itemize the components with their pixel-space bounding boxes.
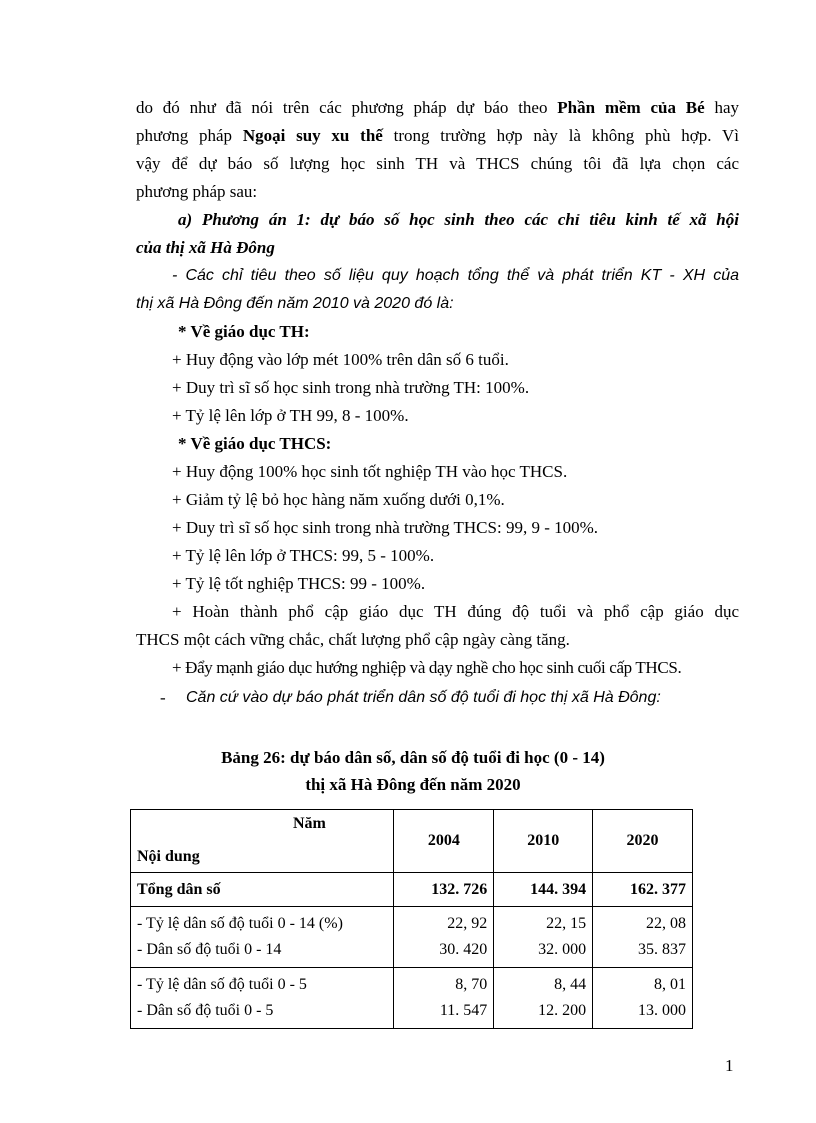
page-number: 1 bbox=[725, 1056, 734, 1075]
cell-value: 8, 44 bbox=[554, 976, 587, 993]
table-row-total bbox=[131, 873, 693, 907]
intro-line1: - Các chỉ tiêu theo số liệu quy hoạch tổng thể và phát triển KT - XH của bbox=[172, 267, 739, 284]
thcs-vocational: + Đẩy mạnh giáo dục hướng nghiệp và dạy nghề cho học sinh cuối cấp THCS. bbox=[172, 658, 682, 677]
table-caption-line2: thị xã Hà Đông đến năm 2020 bbox=[305, 775, 521, 794]
cell-value: 13. 000 bbox=[638, 1002, 686, 1019]
para1-line1 bbox=[136, 97, 739, 119]
cell-value: 32. 000 bbox=[538, 941, 587, 958]
para1-bold-software: Phần mềm của Bé bbox=[557, 98, 705, 117]
year-header: 2010 bbox=[494, 810, 593, 873]
cell-value: 35. 837 bbox=[638, 941, 686, 958]
year-header: 2004 bbox=[394, 810, 494, 873]
th-item: + Duy trì sĩ số học sinh trong nhà trường TH: 100%. bbox=[172, 378, 530, 397]
population-table bbox=[130, 809, 693, 1029]
cell-value: 8, 70 bbox=[455, 976, 488, 993]
group2-labels bbox=[131, 968, 394, 1029]
group2-col-2004 bbox=[394, 968, 494, 1029]
group2-col-2010 bbox=[494, 968, 593, 1029]
basis-dash: - bbox=[160, 688, 166, 707]
total-label: Tổng dân số bbox=[131, 873, 394, 907]
group2-col-2020 bbox=[593, 968, 693, 1029]
cell-value: 22, 92 bbox=[447, 915, 488, 932]
thcs-item: + Huy động 100% học sinh tốt nghiệp TH vào học THCS. bbox=[172, 462, 568, 481]
year-header: 2020 bbox=[593, 810, 693, 873]
corner-content-label: Nội dung bbox=[137, 848, 200, 865]
row-label: - Tỷ lệ dân số độ tuổi 0 - 14 (%) bbox=[137, 915, 343, 932]
cell-value: 12. 200 bbox=[538, 1002, 587, 1019]
heading-a-line2: của thị xã Hà Đông bbox=[136, 238, 275, 257]
cell-value: 30. 420 bbox=[439, 941, 488, 958]
th-section-title: * Về giáo dục TH: bbox=[178, 322, 310, 341]
row-label: - Dân số độ tuổi 0 - 14 bbox=[137, 941, 282, 958]
basis-text: Căn cứ vào dự báo phát triển dân số độ tuổi đi học thị xã Hà Đông: bbox=[186, 689, 661, 706]
thcs-item: + Giảm tỷ lệ bỏ học hàng năm xuống dưới 0,1%. bbox=[172, 490, 505, 509]
total-value: 162. 377 bbox=[593, 873, 693, 907]
para1-text: phương pháp bbox=[136, 126, 243, 145]
thcs-item: + Tỷ lệ lên lớp ở THCS: 99, 5 - 100%. bbox=[172, 546, 435, 565]
cell-value: 8, 01 bbox=[654, 976, 686, 993]
table-corner-cell bbox=[131, 810, 394, 873]
para1-text: do đó như đã nói trên các phương pháp dự báo theo bbox=[136, 98, 558, 117]
cell-value: 22, 08 bbox=[646, 915, 686, 932]
table-row-group2 bbox=[131, 968, 693, 1029]
intro-line2: thị xã Hà Đông đến năm 2010 và 2020 đó là: bbox=[136, 295, 454, 312]
para1-line3: vậy để dự báo số lượng học sinh TH và THCS chúng tôi đã lựa chọn các bbox=[136, 154, 739, 173]
cell-value: 11. 547 bbox=[439, 1002, 488, 1019]
th-item: + Tỷ lệ lên lớp ở TH 99, 8 - 100%. bbox=[172, 406, 409, 425]
group1-col-2020 bbox=[593, 907, 693, 968]
para1-text: trong trường hợp này là không phù hợp. Vì bbox=[382, 126, 740, 145]
total-value: 144. 394 bbox=[494, 873, 593, 907]
total-value: 132. 726 bbox=[394, 873, 494, 907]
table-header-row bbox=[131, 810, 693, 873]
row-label: - Dân số độ tuổi 0 - 5 bbox=[137, 1002, 274, 1019]
para1-text: hay bbox=[704, 98, 740, 117]
table-caption-line1: Bảng 26: dự báo dân số, dân số độ tuổi đi học (0 - 14) bbox=[221, 748, 605, 767]
thcs-complete-line1: + Hoàn thành phổ cập giáo dục TH đúng độ tuổi và phổ cập giáo dục bbox=[172, 602, 739, 621]
row-label: - Tỷ lệ dân số độ tuổi 0 - 5 bbox=[137, 976, 307, 993]
table-row-group1 bbox=[131, 907, 693, 968]
para1-bold-extrapolation: Ngoại suy xu thế bbox=[242, 126, 383, 145]
cell-value: 22, 15 bbox=[546, 915, 587, 932]
para1-line4: phương pháp sau: bbox=[136, 182, 258, 201]
thcs-section-title: * Về giáo dục THCS: bbox=[178, 434, 332, 453]
group1-col-2004 bbox=[394, 907, 494, 968]
thcs-complete-line2: THCS một cách vững chắc, chất lượng phổ cập ngày càng tăng. bbox=[136, 630, 570, 649]
th-item: + Huy động vào lớp mét 100% trên dân số 6 tuổi. bbox=[172, 350, 509, 369]
group1-labels bbox=[131, 907, 394, 968]
thcs-item: + Tỷ lệ tốt nghiệp THCS: 99 - 100%. bbox=[172, 574, 426, 593]
thcs-item: + Duy trì sĩ số học sinh trong nhà trường THCS: 99, 9 - 100%. bbox=[172, 518, 599, 537]
group1-col-2010 bbox=[494, 907, 593, 968]
heading-a-line1: a) Phương án 1: dự báo số học sinh theo các chỉ tiêu kinh tế xã hội bbox=[178, 210, 739, 229]
para1-line2 bbox=[136, 125, 739, 147]
corner-year-label: Năm bbox=[293, 815, 326, 832]
